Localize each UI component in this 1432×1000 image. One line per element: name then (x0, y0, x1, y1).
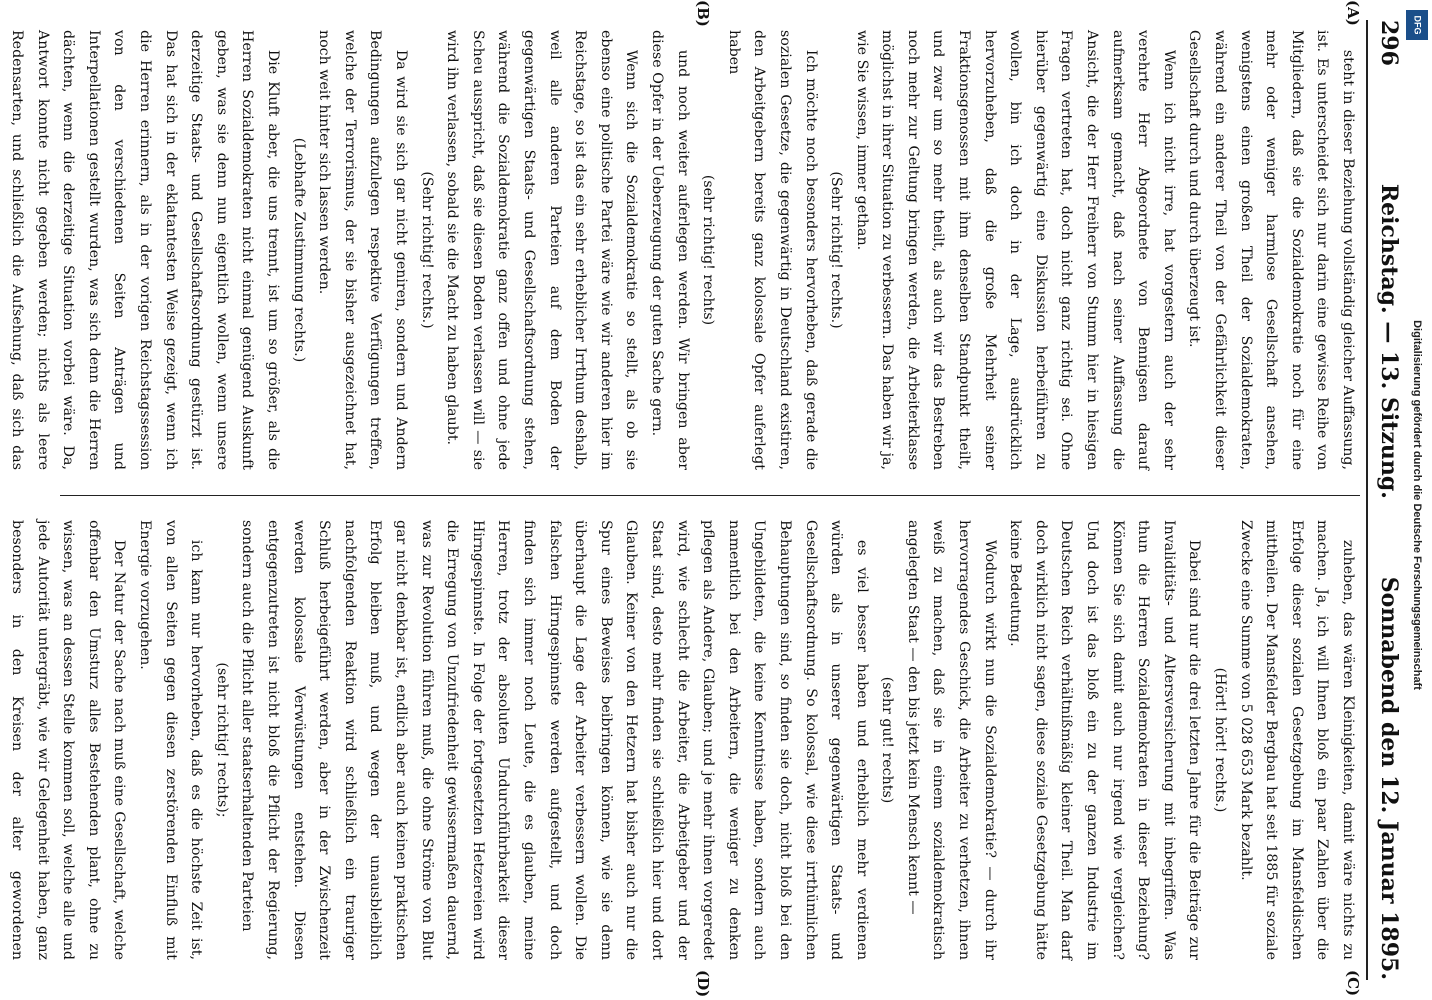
paragraph: Ich möchte noch besonders hervorheben, daß gerade die sozialen Gesetze, die gegenwärtig in Deutschland existiren, den Arbeitgebern bereits ganz kolossale Opfer auferlegt haben (725, 30, 819, 470)
paragraph: ich kann nur hervorheben, daß es die höchste Zeit ist, von allen Seiten gegen diesen zerstörenden Einfluß mit Energie vorzugehen. (137, 520, 205, 960)
margin-marker-a: (A) (1344, 0, 1362, 26)
margin-marker-b: (B) (694, 0, 712, 27)
paragraph: Wenn sich die Sozialdemokratie so stellt, als ob sie ebenso eine politische Partei wäre wie wir anderen hier im Reichstage, so ist das ein sehr erheblicher Irrthum deshalb, weil alle anderen Parteien auf dem Boden der gegenwärtigen Staats- und Gesellschaftsordnung stehen, während die Sozialdemokratie ganz offen und ohne jede Scheu ausspricht, daß sie diesen Boden verlassen will — sie wird ihn verlassen, sobald sie die Macht zu haben glaubt. (444, 30, 640, 470)
paragraph: steht in dieser Beziehung vollständig gleicher Auffassung, ist. Es unterscheidet sich nur darin eine gewisse Reihe von Mitgliedern, daß sie die Sozialdemokratie noch für eine mehr oder weniger harmlose Gesellschaft ansehen, wenigstens einen großen Theil der Sozialdemokraten, während ein anderer Theil von der Gefährlichkeit dieser Gesellschaft durch und durch überzeugt ist. (1186, 30, 1356, 470)
paragraph: Da wird sie sich gar nicht geniren, sondern und Andern Bedingungen aufzulegen respektive Verfügungen treffen, welche der Terrorismus, der sie bisher ausgezeichnet hat, noch weit hinter sich lassen werden. (316, 30, 410, 470)
dfg-logo: DFG (1406, 10, 1428, 40)
interjection: (Sehr richtig! rechts.) (418, 171, 435, 329)
paragraph: Wodurch wirkt nun die Sozialdemokratie? — durch ihr hervorragendes Geschick, die Arbeiter zu verhetzen, ihnen weiß zu machen, daß sie in einem sozialdemokratisch angelegten Staat — den bis jetzt kein Mensch kennt — (904, 520, 998, 960)
column-rule (60, 495, 1360, 496)
paragraph: Die Kluft aber, die uns trennt, ist um so größer, als die Herren Sozialdemokraten nicht einmal genügend Auskunft geben, was sie denn nun eigentlich wollen, wenn unsere derzeitige Staats- und Gesellschaftsordnung gestürzt ist. Das hat sich in der eklatantesten Weise gezeigt, wenn ich die Herren erinnern, als in der vorigen Reichstagssession von den verschiedenen Seiten Anträgen und Interpellationen gestellt wurden, was sich denn die Herren dächten, wenn die derzeitige Situation vorbei wäre. Da, Antwort konnte nicht gegeben werden; nichts als leere Redensarten, und schließlich die Aufsehung, daß sich das (9, 30, 282, 470)
left-column (9, 30, 1360, 470)
interjection: (sehr richtig! rechts); (213, 662, 230, 818)
margin-marker-d: (D) (694, 970, 712, 998)
interjection: (sehr richtig! rechts) (700, 174, 717, 326)
paragraph: Der Natur der Sache nach muß eine Gesellschaft, welche offenbar den Umsturz alles Bestehenden plant, ohne zu wissen, was an dessen Stelle kommen soll, welche alle und jede Autorität untergräbt, wie wir Gelegenheit haben, ganz besonders in den Kreisen der alter gewordenen (9, 520, 128, 960)
interjection: (sehr gut! rechts) (879, 676, 896, 804)
interjection: (Lebhafte Zustimmung rechts.) (290, 137, 307, 363)
interjection: (Sehr richtig! rechts.) (828, 171, 845, 329)
paragraph: Dabei sind nur die drei letzten Jahre für die Beiträge zur Invaliditäts- und Altersversicherung mit inbegriffen. Was thun die Herren Sozialdemokraten in dieser Beziehung? Können Sie sich damit auch nur irgend wie vergleichen? Und doch ist das bloß ein zu der ganzen Industrie im Deutschen Reich verhältnißmäßig kleiner Theil. Man darf doch wirklich nicht sagen, diese soziale Gesetzgebung hätte keine Bedeutung. (1007, 520, 1203, 960)
paragraph: es viel besser haben und erheblich mehr verdienen würden als in unserer gegenwärtigen Staats- und Gesellschaftsordnung. So kolossal, wie diese irrthümlichen Behauptungen sind, so finden sie doch, nicht bloß bei den Ungebildeten, die keine Kenntnisse haben, sondern auch namentlich bei den Arbeitern, die weniger zu denken pflegen als Andere, Glauben; und je mehr ihnen vorgeredet wird, wie schlecht die Arbeiter, die Arbeitgeber und der Staat sind, desto mehr finden sie schließlich hier und dort Glauben. Keiner von den Hetzern hat bisher auch nur die Spur eines Beweises beibringen können, wie sie denn überhaupt die Lage der Arbeiter verbessern wollen. Die falschen Hirngespinnste werden aufgestellt, und doch finden sich immer noch Leute, die es glauben, meine Herren, trotz der absoluten Undurchführbarkeit dieser Hirngespinnste. In Folge der fortgesetzten Hetzereien wird die Erregung von Unzufriedenheit gewissermaßen dauernd, was zur Revolution führen muß, die ohne Ströme von Blut gar nicht denkbar ist, endlich aber auch keinen praktischen Erfolg bleiben muß, und wegen der unausbleiblich nachfolgenden Reaktion wird schließlich ein trauriger Schluß herbeigeführt werden, aber in der Zwischenzeit werden kolossale Verwüstungen entstehen. Diesen entgegenzutreten ist nicht bloß die Pflicht der Regierung, sondern auch die Pflicht aller staatserhaltenden Parteien (239, 520, 870, 960)
page-title: Reichstag. — 13. Sitzung. (1376, 183, 1402, 499)
paragraph: Wenn ich nicht irre, hat vorgestern auch der sehr verehrte Herr Abgeordnete von Bennigsen darauf aufmerksam gemacht, daß nach seiner Auffassung die Ansicht, die der Herr Freiherr von Stumm hier in hiesigen Fragen vertreten hat, doch nicht ganz richtig sei. Ohne hierüber gegenwärtig eine Diskussion herbeiführen zu wollen, bin ich doch in der Lage, ausdrücklich hervorzuheben, daß die große Mehrheit seiner Fraktionsgenossen mit ihm denselben Standpunkt theilt, und zwar um so mehr theilt, als auch wir das Bestreben noch mehr zur Geltung bringen werden, die Arbeiterklasse möglichst in ihrer Situation zu verbessern. Das haben wir ja, wie Sie wissen, immer gethan. (853, 30, 1177, 470)
header-rule (1366, 20, 1368, 980)
interjection: (Hört! hört! rechts.) (1212, 667, 1229, 813)
page-date: Sonnabend den 12. Januar 1895. (1376, 576, 1402, 980)
digitization-credit (1402, 30, 1432, 980)
credit-text: Digitalisierung gefördert durch die Deutsche Forschungsgemeinschaft (1411, 320, 1424, 690)
page-number: 296 (1376, 20, 1402, 66)
right-column (9, 520, 1360, 960)
rotated-page (9, 0, 1432, 998)
paragraph: zuheben, das wären Kleinigkeiten, damit wäre nichts zu machen. Ja, ich will Ihnen bloß ein paar Zahlen über die Erfolge dieser sozialen Gesetzgebung im Mansfeldischen mittheilen. Der Mansfelder Bergbau hat seit 1885 für soziale Zwecke eine Summe von 5 028 653 Mark bezahlt. (1237, 520, 1356, 960)
paragraph: und noch weiter auferlegen werden. Wir bringen aber diese Opfer in der Ueberzeugung der guten Sache gern. (648, 30, 691, 470)
margin-marker-c: (C) (1344, 970, 1362, 997)
